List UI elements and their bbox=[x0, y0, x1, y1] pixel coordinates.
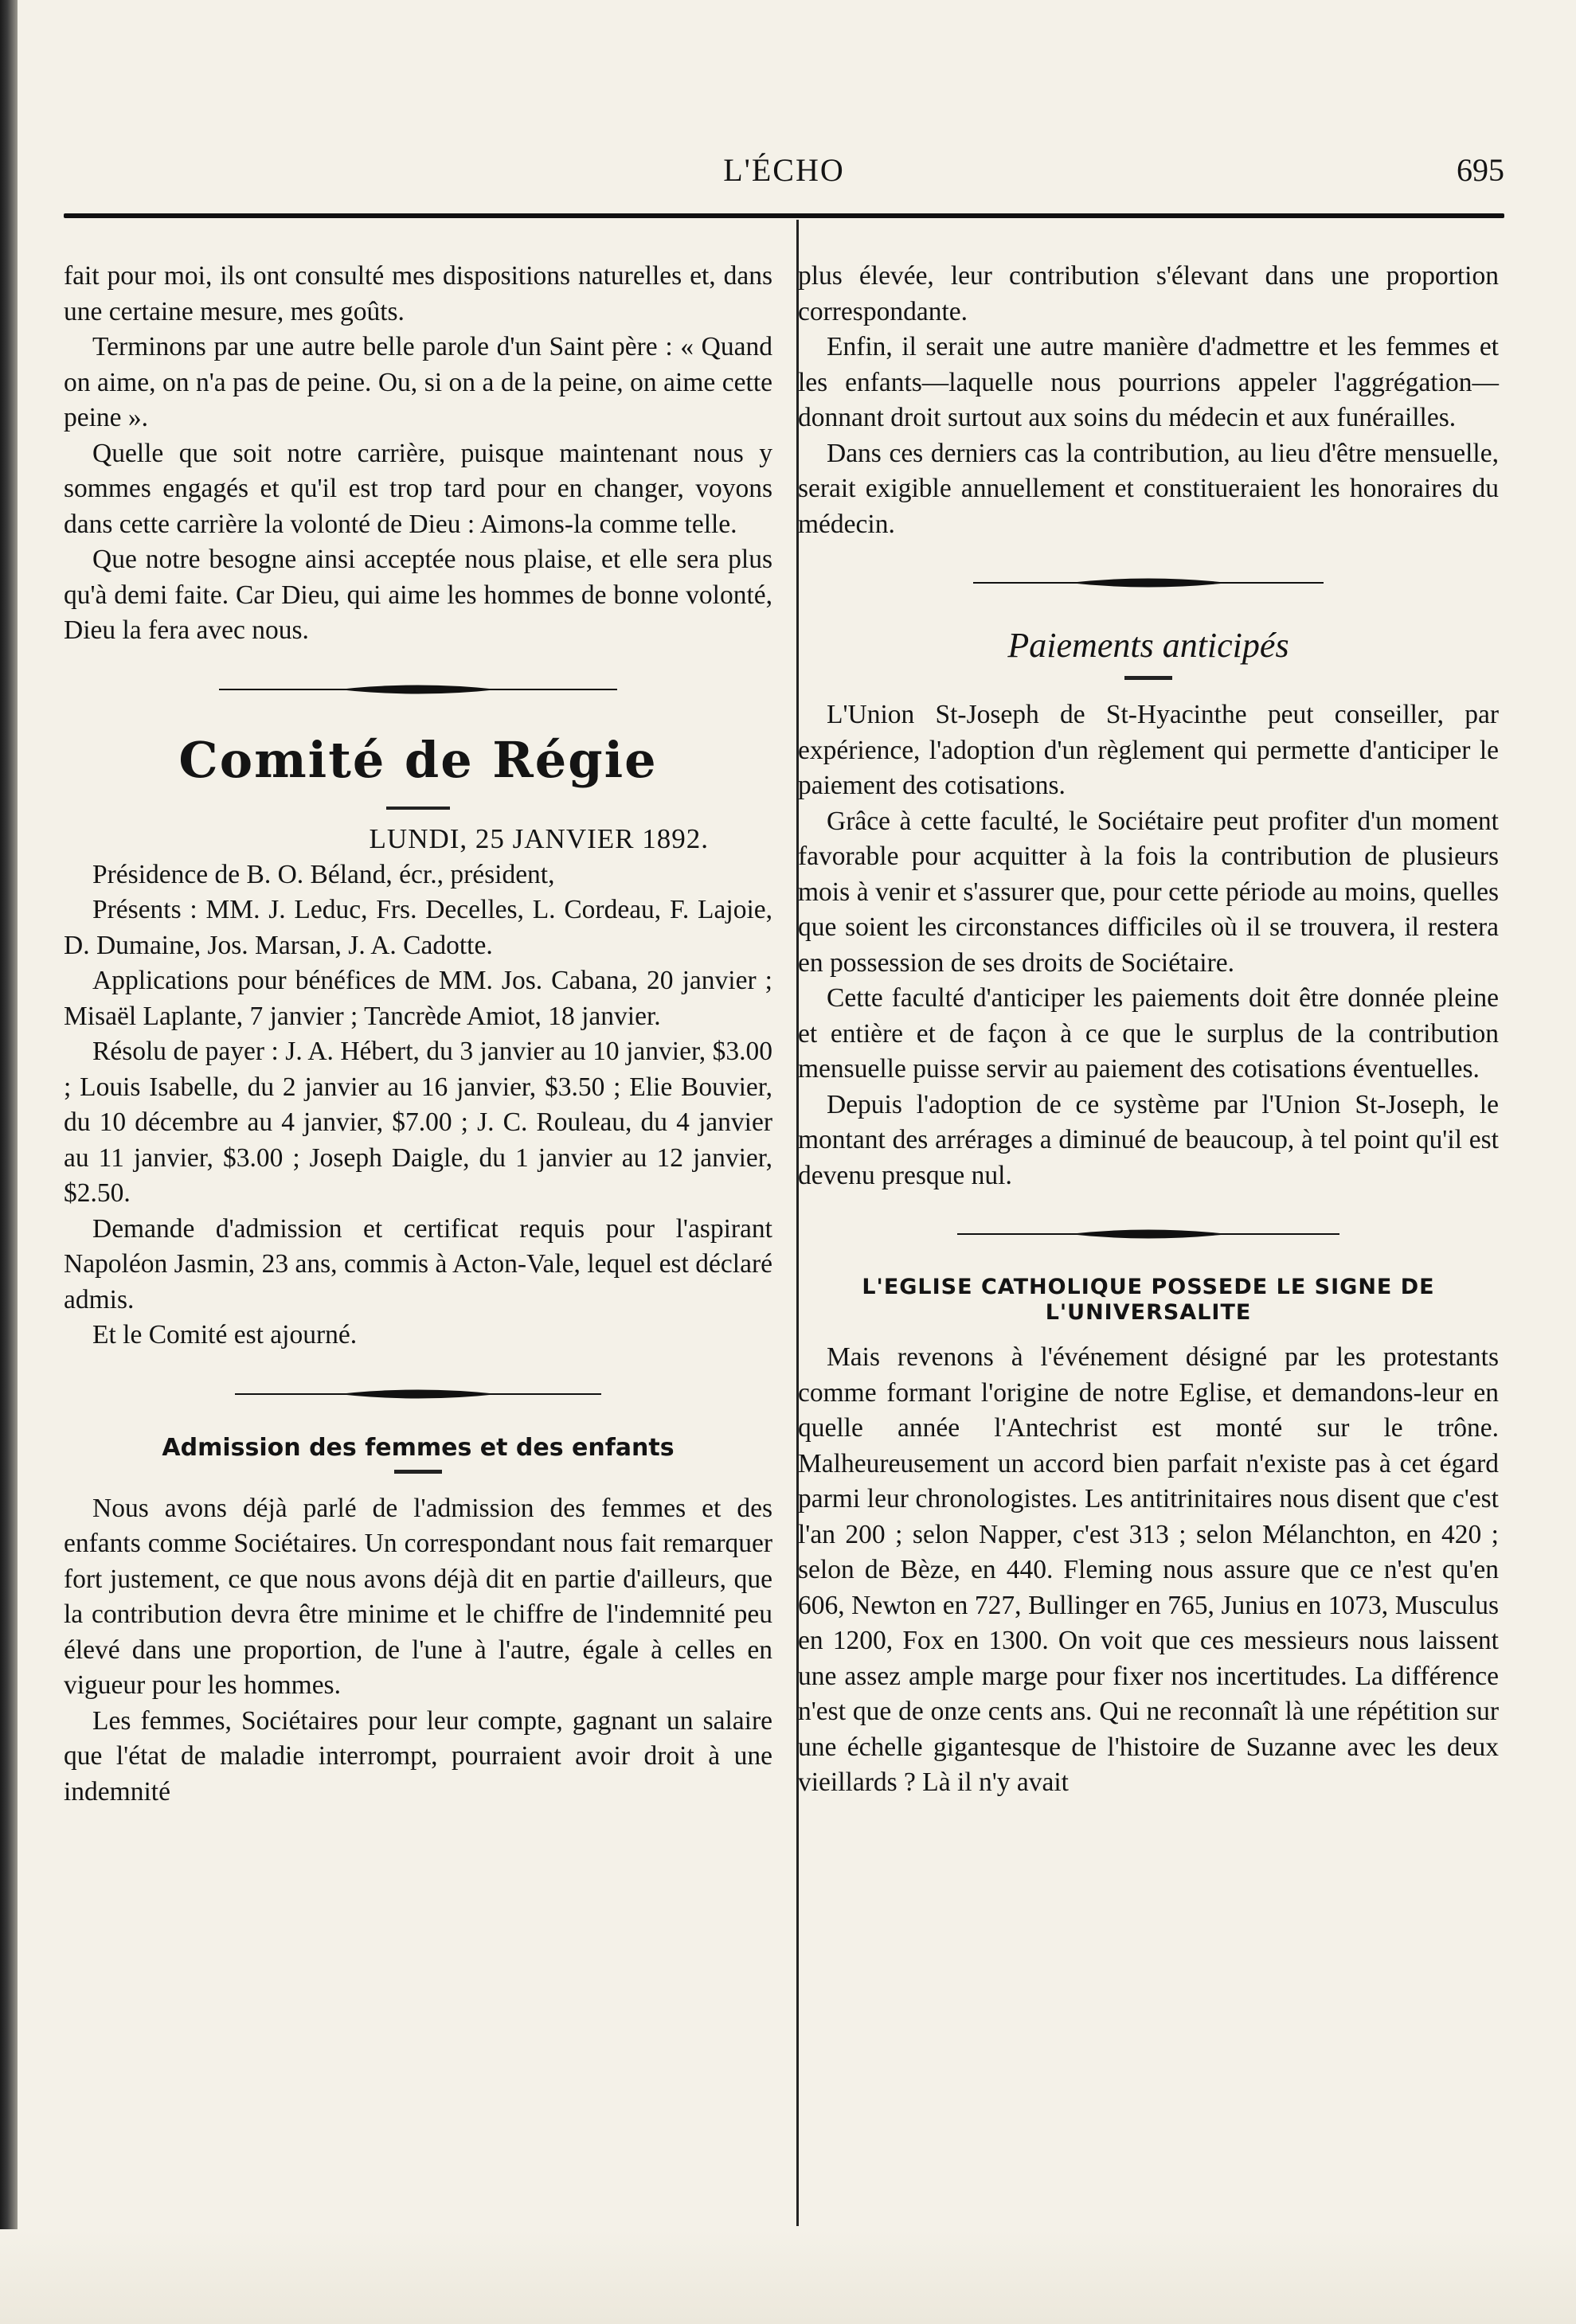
heading-dash bbox=[1124, 676, 1172, 680]
paragraph: Quelle que soit notre carrière, puisque maintenant nous y sommes engagés et qu'il est trop tard pour en changer, voyons dans cette carrière la volonté de Dieu : Aimons-la comme telle. bbox=[64, 438, 772, 539]
paragraph: Terminons par une autre belle parole d'un Saint père : « Quand on aime, on n'a pas de peine. Ou, si on a de la peine, on aime cette peine ». bbox=[64, 332, 772, 432]
page-header bbox=[64, 143, 1504, 199]
heading-dash bbox=[394, 1470, 442, 1474]
ornament-divider bbox=[957, 1225, 1339, 1243]
paragraph: Présidence de B. O. Béland, écr., président, bbox=[92, 859, 555, 889]
page-bottom-margin bbox=[0, 2229, 1576, 2324]
paragraph: Que notre besogne ainsi acceptée nous plaise, et elle sera plus qu'à demi faite. Car Dieu, qui aime les hommes de bonne volonté, Dieu la fera avec nous. bbox=[64, 545, 772, 645]
paragraph: Présents : MM. J. Leduc, Frs. Decelles, L. Cordeau, F. Lajoie, D. Dumaine, Jos. Marsan, J. A. Cadotte. bbox=[64, 895, 772, 960]
paragraph: Résolu de payer : J. A. Hébert, du 3 janvier au 10 janvier, $3.00 ; Louis Isabelle, du 2 janvier au 16 janvier, $3.50 ; Elie Bouvier, du 10 décembre au 4 janvier, $7.00 ; J. C. Rouleau, du 4 janvier au 11 janvier, $3.00 ; Joseph Daigle, du 1 janvier au 12 janvier, $2.50. bbox=[64, 1037, 772, 1208]
paragraph: Enfin, il serait une autre manière d'admettre et les femmes et les enfants—laquelle nous pourrions appeler l'aggrégation—donnant droit surtout aux soins du médecin et aux funérailles. bbox=[798, 332, 1499, 432]
section-heading-paiements: Paiements anticipés bbox=[1007, 626, 1289, 665]
ornament-divider bbox=[973, 574, 1324, 592]
journal-title: L'ÉCHO bbox=[723, 152, 845, 188]
heading-underline bbox=[386, 807, 450, 810]
section-heading-admission: Admission des femmes et des enfants bbox=[162, 1433, 675, 1462]
paragraph: Mais revenons à l'événement désigné par les protestants comme formant l'origine de notre Eglise, et demandons-leur en quelle année l'Antechrist est monté sur le trône. Malheureusement un accord bien parfait n'existe pas à cet égard parmi leur chronologistes. Les antitrinitaires nous disent que c'est l'an 200 ; selon Napper, c'est 313 ; selon Mélanchton, en 420 ; selon de Bèze, en 440. Fleming nous assure que ce n'est qu'en 606, Newton en 727, Bullinger en 765, Junius en 1073, Musculus en 1200, Fox en 1300. On voit que ces messieurs nous laissent une assez ample marge pour fixer nos incertitudes. La différence n'est que de onze cents ans. Qui ne reconnaît là une répétition sur une échelle gigantesque de l'histoire de Suzanne avec les deux vieillards ? Là il n'y avait bbox=[798, 1342, 1499, 1797]
meeting-date: LUNDI, 25 JANVIER 1892. bbox=[369, 822, 709, 854]
ornament-divider bbox=[235, 1385, 601, 1403]
section-heading-eglise: L'EGLISE CATHOLIQUE POSSEDE LE SIGNE DE L'UNIVERSALITE bbox=[862, 1275, 1435, 1325]
paragraph: fait pour moi, ils ont consulté mes dispositions naturelles et, dans une certaine mesure, mes goûts. bbox=[64, 261, 772, 326]
section-heading-comite: Comité de Régie bbox=[178, 730, 658, 789]
paragraph: Dans ces derniers cas la contribution, au lieu d'être mensuelle, serait exigible annuellement et constitueraient les honoraires du médecin. bbox=[798, 438, 1499, 539]
paragraph: Nous avons déjà parlé de l'admission des femmes et des enfants comme Sociétaires. Un correspondant nous fait remarquer fort justement, ce que nous avons déjà dit en partie d'ailleurs, que la contribution devra être minime et le chiffre de l'indemnité peu élevé dans une proportion, de l'une à l'autre, égale à celles en vigueur pour les hommes. bbox=[64, 1493, 772, 1700]
ornament-divider bbox=[219, 681, 617, 698]
page-number: 695 bbox=[1457, 152, 1504, 188]
paragraph: Demande d'admission et certificat requis pour l'aspirant Napoléon Jasmin, 23 ans, commis à Acton-Vale, lequel est déclaré admis. bbox=[64, 1213, 772, 1314]
header-rule bbox=[64, 213, 1504, 218]
paragraph: Depuis l'adoption de ce système par l'Union St-Joseph, le montant des arrérages a diminué de beaucoup, à tel point qu'il est devenu presque nul. bbox=[798, 1089, 1499, 1190]
paragraph: Grâce à cette faculté, le Sociétaire peut profiter d'un moment favorable pour acquitter à la fois la contribution de plusieurs mois à venir et s'assurer que, pour cette période au moins, quelles que soient les circonstances difficiles où il se trouvera, il restera en possession de ses droits de Sociétaire. bbox=[798, 806, 1499, 978]
paragraph: Applications pour bénéfices de MM. Jos. Cabana, 20 janvier ; Misaël Laplante, 7 janvier ; Tancrède Amiot, 18 janvier. bbox=[64, 966, 772, 1031]
left-column bbox=[64, 259, 772, 1810]
paragraph: Cette faculté d'anticiper les paiements doit être donnée pleine et entière et de façon à ce que le surplus de la contribution mensuelle puisse servir au paiement des cotisations éventuelles. bbox=[798, 983, 1499, 1084]
paragraph: plus élevée, leur contribution s'élevant dans une proportion correspondante. bbox=[798, 261, 1499, 326]
paragraph: Et le Comité est ajourné. bbox=[92, 1320, 358, 1349]
page-binding-edge bbox=[0, 0, 18, 2324]
paragraph: L'Union St-Joseph de St-Hyacinthe peut conseiller, par expérience, l'adoption d'un règlement qui permette d'anticiper le paiement des cotisations. bbox=[798, 700, 1499, 800]
right-column bbox=[798, 259, 1499, 1801]
paragraph: Les femmes, Sociétaires pour leur compte, gagnant un salaire que l'état de maladie interrompt, pourraient avoir droit à une indemnité bbox=[64, 1705, 772, 1806]
